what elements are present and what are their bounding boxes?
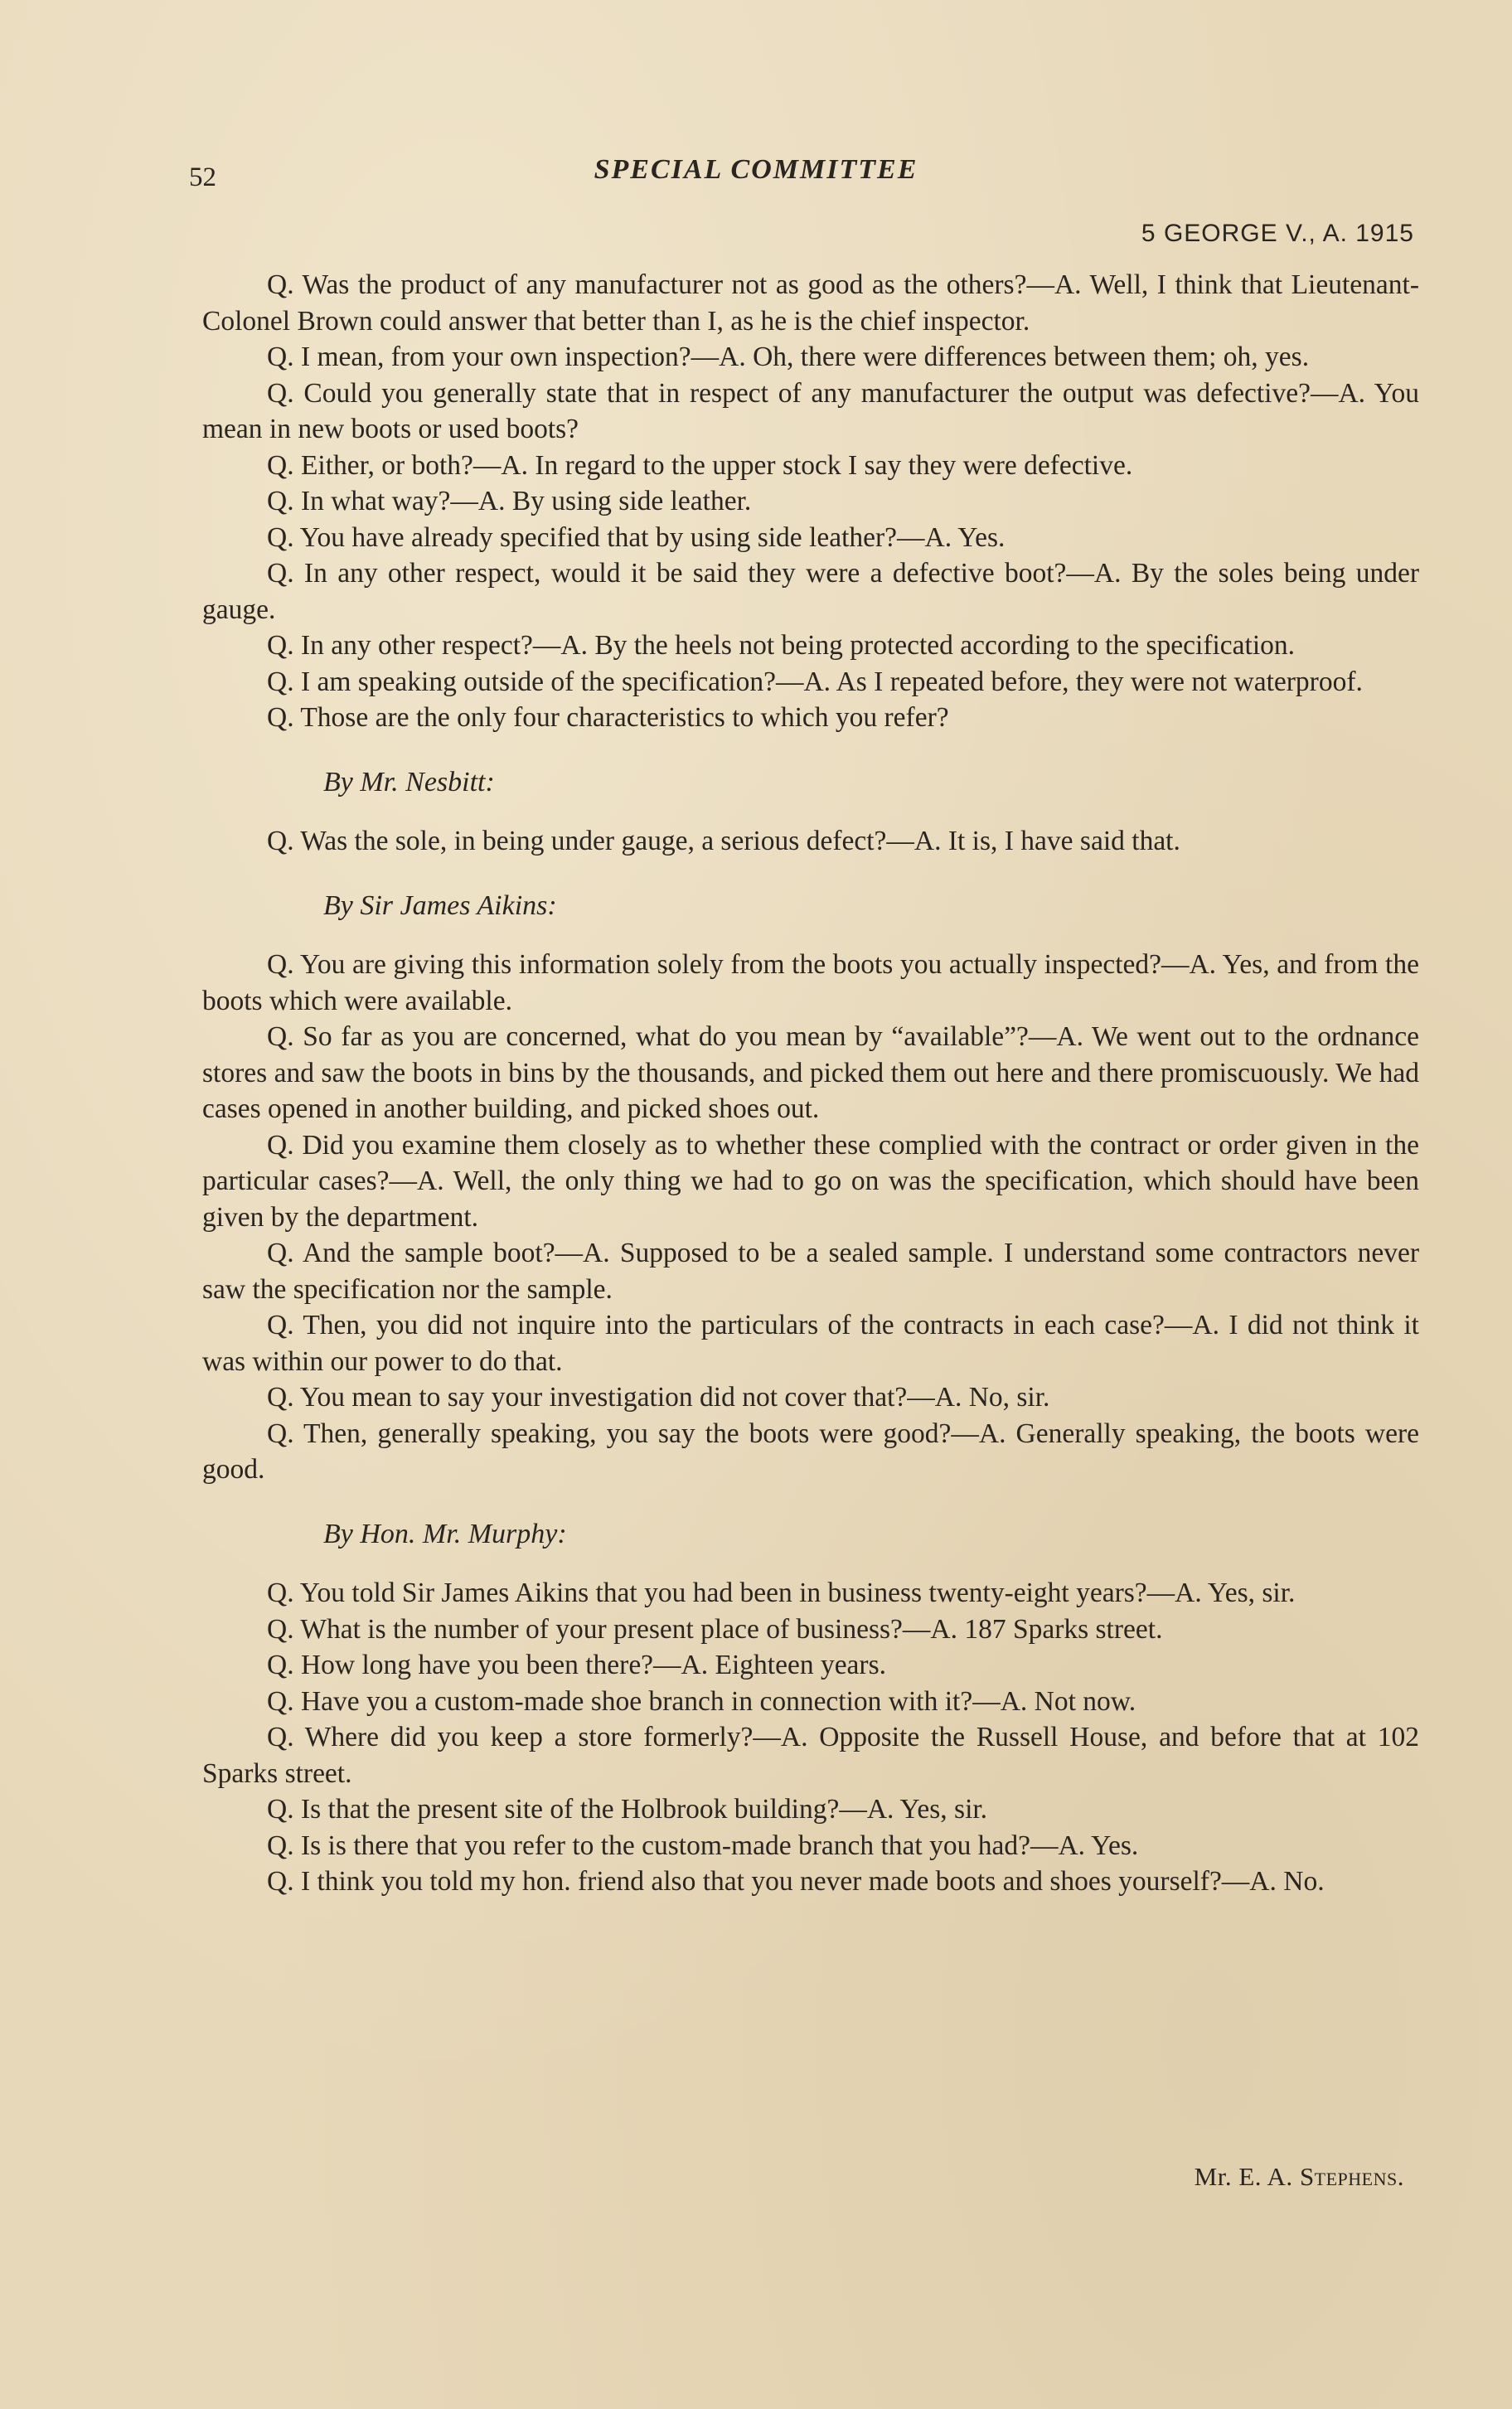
paragraph: Q. In any other respect?—A. By the heels not being protected according to the specification. xyxy=(267,630,1296,661)
section-heading-nesbitt: By Mr. Nesbitt: xyxy=(323,766,495,797)
paragraph: Q. So far as you are concerned, what do you mean by “available”?—A. We went out to the ordnance stores and saw the boots in bins by the thousands, and picked them out here and there promiscuously. We had cases opened in another building, and picked shoes out. xyxy=(202,1021,1419,1124)
witness-signature xyxy=(1195,2162,1404,2192)
paragraph: Q. How long have you been there?—A. Eighteen years. xyxy=(267,1650,886,1680)
paragraph: Q. In any other respect, would it be said they were a defective boot?—A. By the soles being under gauge. xyxy=(202,558,1419,625)
paragraph: Q. You mean to say your investigation did not cover that?—A. No, sir. xyxy=(267,1382,1050,1413)
signature-name: Stephens. xyxy=(1299,2162,1404,2191)
paragraph: Q. Was the sole, in being under gauge, a serious defect?—A. It is, I have said that. xyxy=(267,826,1180,856)
paragraph: Q. I think you told my hon. friend also that you never made boots and shoes yourself?—A. No. xyxy=(267,1866,1325,1897)
paragraph: Q. And the sample boot?—A. Supposed to be a sealed sample. I understand some contractors never saw the specification nor the sample. xyxy=(202,1238,1419,1305)
paragraph: Q. You have already specified that by using side leather?—A. Yes. xyxy=(267,521,1006,553)
paragraph: Q. Where did you keep a store formerly?—A. Opposite the Russell House, and before that at 102 Sparks street. xyxy=(202,1722,1419,1789)
section-heading-aikins: By Sir James Aikins: xyxy=(323,889,557,921)
paragraph: Q. Either, or both?—A. In regard to the upper stock I say they were defective. xyxy=(267,449,1133,481)
paragraph: Q. I mean, from your own inspection?—A. Oh, there were differences between them; oh, yes. xyxy=(267,342,1310,372)
transcript-body xyxy=(202,267,1419,1900)
paragraph: Q. Is that the present site of the Holbrook building?—A. Yes, sir. xyxy=(267,1794,988,1825)
session-label: 5 GEORGE V., A. 1915 xyxy=(1141,220,1414,247)
paragraph: Q. Then, you did not inquire into the particulars of the contracts in each case?—A. I did not think it was within our power to do that. xyxy=(202,1310,1419,1377)
paragraph: Q. I am speaking outside of the specification?—A. As I repeated before, they were not waterproof. xyxy=(267,666,1363,697)
paragraph: Q. Those are the only four characteristics to which you refer? xyxy=(267,702,949,733)
paragraph: Q. You are giving this information solely from the boots you actually inspected?—A. Yes, and from the boots which were available. xyxy=(202,949,1419,1016)
paragraph: Q. Did you examine them closely as to whether these complied with the contract or order given in the particular cases?—A. Well, the only thing we had to go on was the specification, which should have been given by the department. xyxy=(202,1129,1419,1233)
paragraph: Q. Then, generally speaking, you say the boots were good?—A. Generally speaking, the boots were good. xyxy=(202,1418,1419,1485)
page-number: 52 xyxy=(189,162,216,192)
paragraph: Q. In what way?—A. By using side leather. xyxy=(267,486,752,516)
paragraph: Q. What is the number of your present place of business?—A. 187 Sparks street. xyxy=(267,1613,1163,1645)
running-head: SPECIAL COMMITTEE xyxy=(594,154,918,185)
paragraph: Q. You told Sir James Aikins that you had been in business twenty-eight years?—A. Yes, sir. xyxy=(267,1578,1296,1608)
paragraph: Q. Is is there that you refer to the custom-made branch that you had?—A. Yes. xyxy=(267,1830,1139,1861)
paragraph: Q. Was the product of any manufacturer not as good as the others?—A. Well, I think that Lieutenant-Colonel Brown could answer that better than I, as he is the chief inspector. xyxy=(202,269,1419,337)
paragraph: Q. Could you generally state that in respect of any manufacturer the output was defective?—A. You mean in new boots or used boots? xyxy=(202,377,1419,444)
section-heading-murphy: By Hon. Mr. Murphy: xyxy=(323,1518,567,1549)
paragraph: Q. Have you a custom-made shoe branch in connection with it?—A. Not now. xyxy=(267,1685,1136,1717)
signature-prefix: Mr. E. A. xyxy=(1194,2162,1300,2191)
